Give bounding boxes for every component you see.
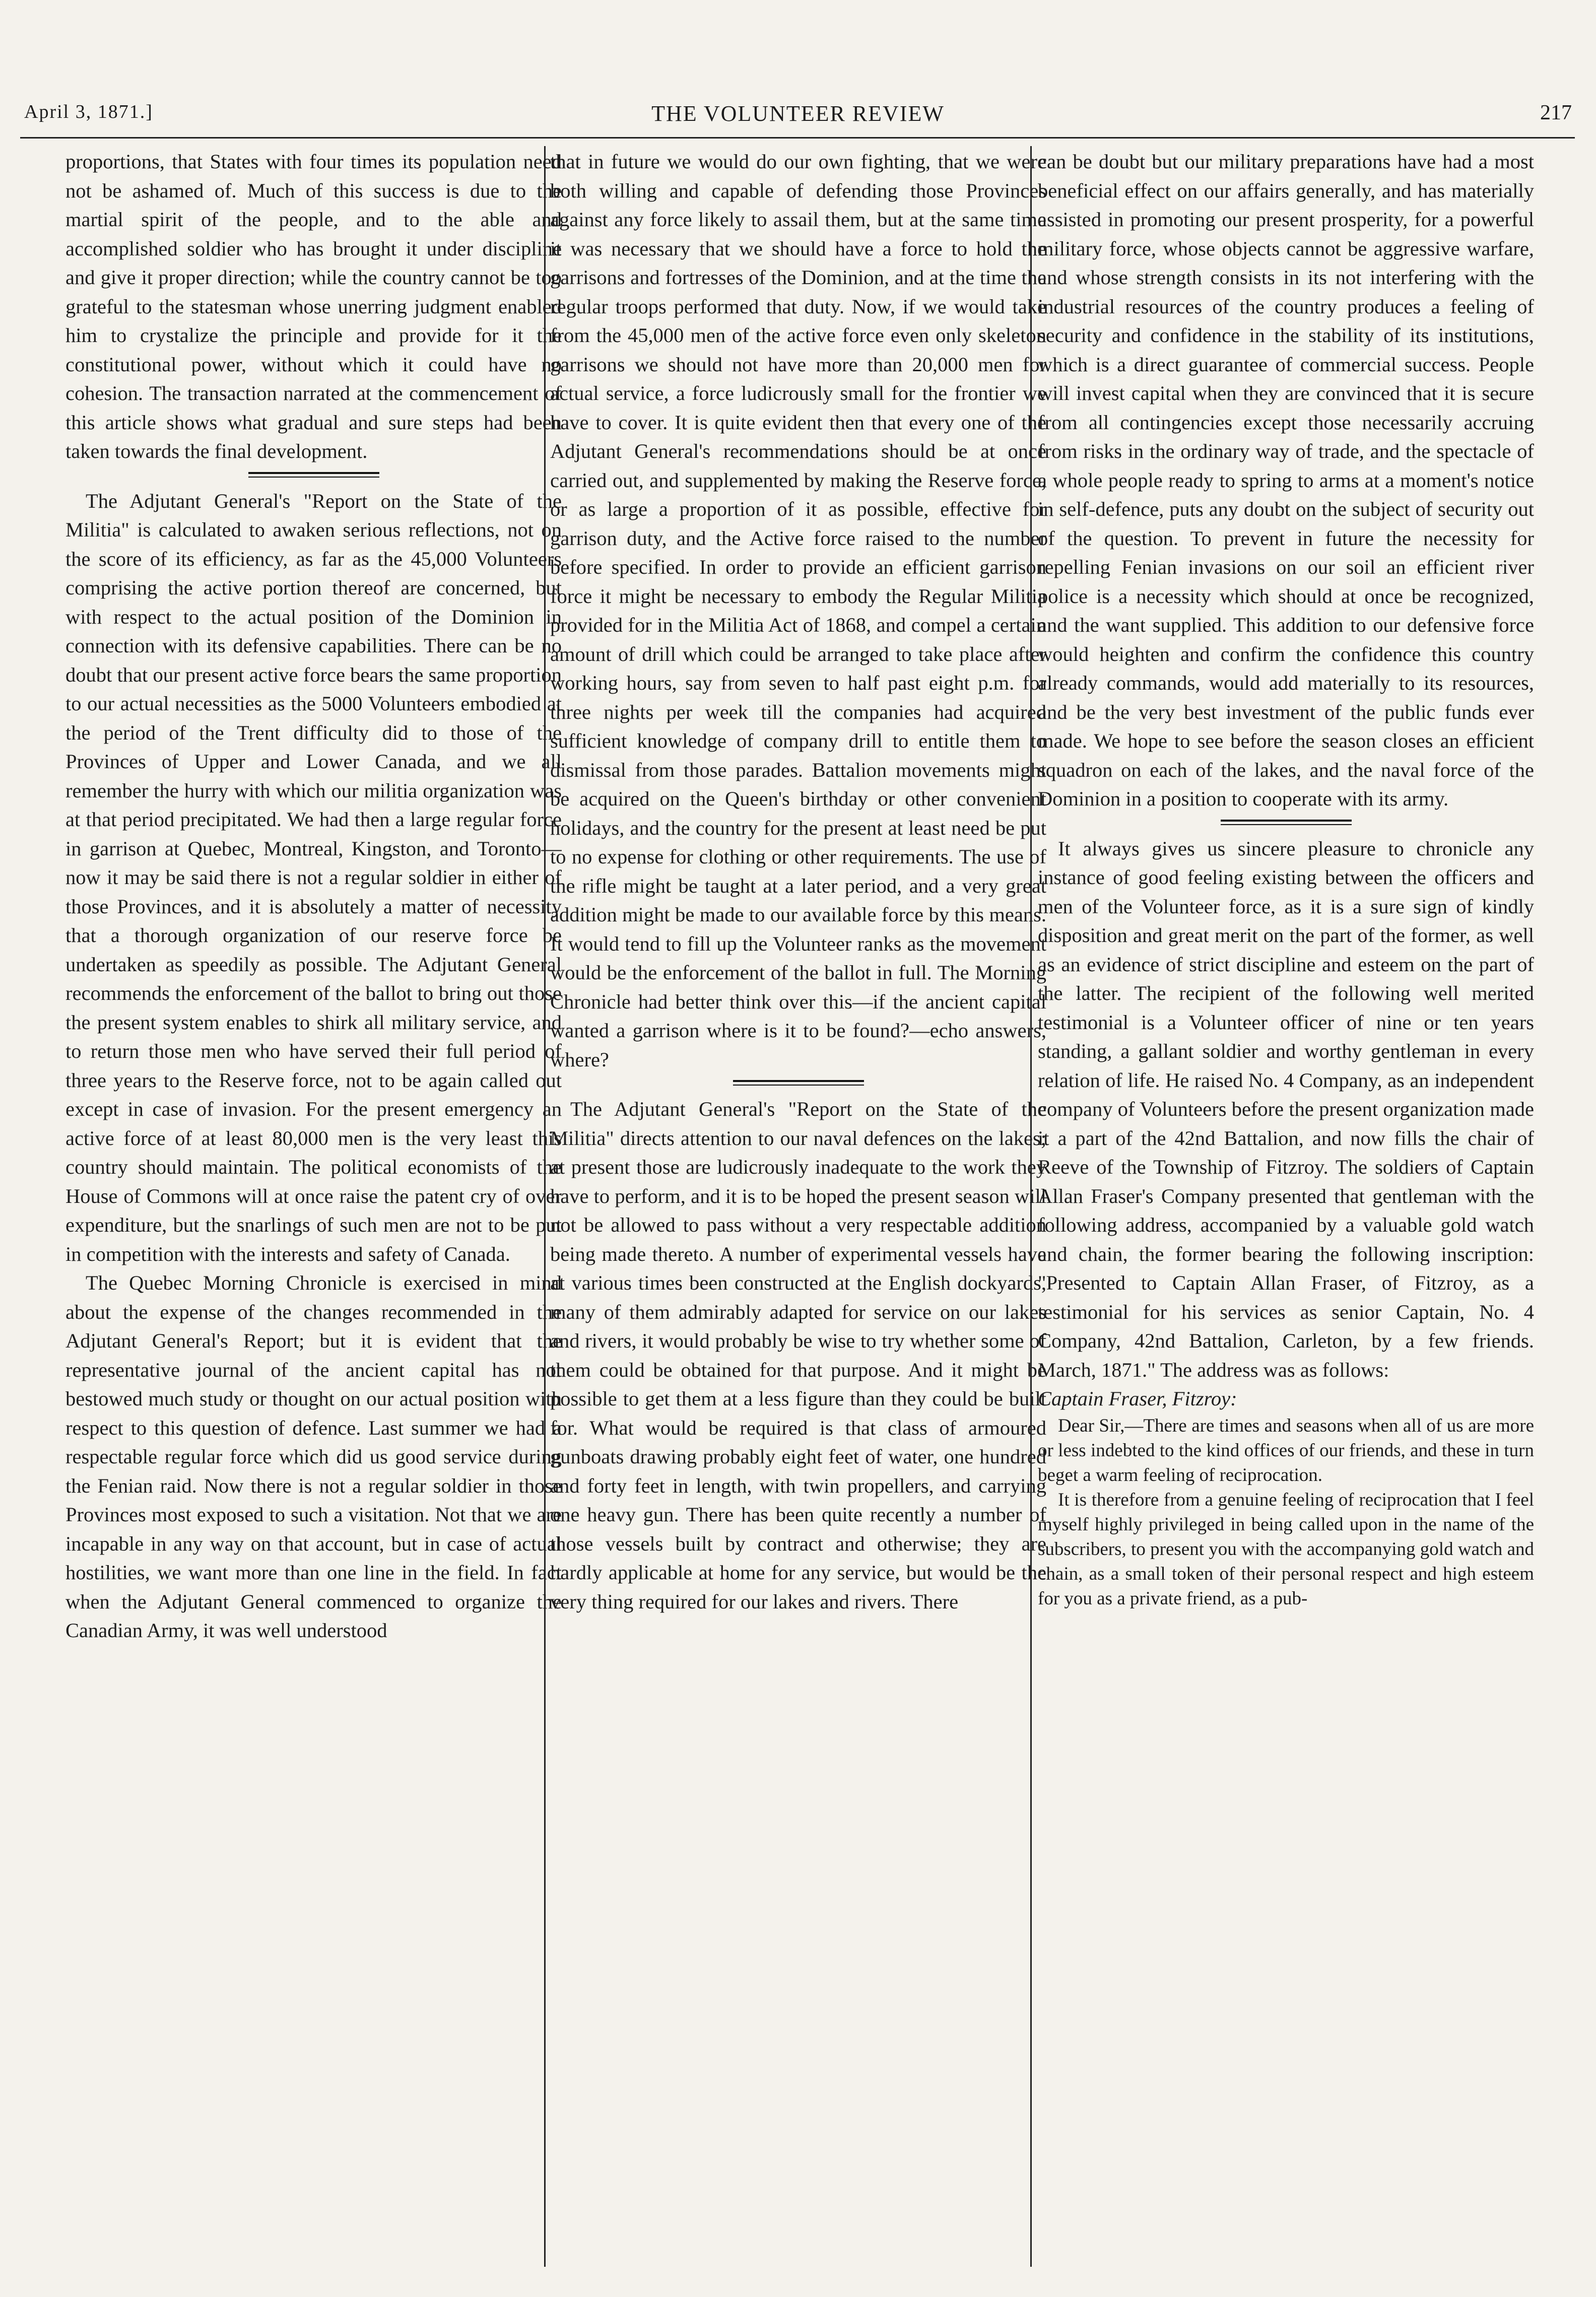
page-number: 217 — [1540, 101, 1572, 124]
letter-salutation: Captain Fraser, Fitzroy: — [1038, 1387, 1237, 1410]
paragraph: that in future we would do our own fighting, that we were both willing and capable of defending those Provinces against any force likely to assail them, but at the same time it was necessary that we should have a force to hold the garrisons and fortresses of the Dominion, and at the time the regular troops performed that duty. Now, if we would take from the 45,000 men of the active force even only skeleton garrisons we should not have more than 20,000 men for actual service, a force ludicrously small for the frontier we have to cover. It is quite evident then that every one of the Adjutant General's recommendations should be at once carried out, and supplemented by making the Reserve force, or as large a proportion of it as possible, effective for garrison duty, and the Active force raised to the number before specified. In order to provide an efficient garrison force it might be necessary to embody the Regular Militia provided for in the Militia Act of 1868, and compel a certain amount of drill which could be arranged to take place after working hours, say from seven to half past eight p.m. for three nights per week till the companies had acquired sufficient knowledge of company drill to entitle them to dismissal from those parades. Battalion movements might be acquired on the Queen's birthday or other convenient holidays, and the country for the present at least need be put to no expense for clothing or other requirements. The use of the rifle might be taught at a later period, and a very great addition might be made to our available force by this means. It would tend to fill up the Volunteer ranks as the movement would be the enforcement of the ballot in full. The Morning Chronicle had better think over this—if the ancient capital wanted a garrison where is it to be found?—echo answers, where? — [550, 150, 1046, 1071]
paragraph: The Adjutant General's "Report on the State of the Militia" directs attention to our naval defences on the lakes; at present those are ludicrously inadequate to the work they have to perform, and it is to be hoped the present season will not be allowed to pass without a very respectable addition being made thereto. A number of experimental vessels have at various times been constructed at the English dockyards, many of them admirably adapted for service on our lakes and rivers, it would probably be wise to try whether some of them could be obtained for that purpose. And it might be possible to get them at a less figure than they could be built for. What would be required is that class of armoured gunboats drawing probably eight feet of water, one hundred and forty feet in length, with twin propellers, and carrying one heavy gun. There has been quite recently a number of those vessels built by contract and otherwise; they are hardly applicable at home for any service, but would be the very thing required for our lakes and rivers. There — [550, 1098, 1046, 1613]
paragraph: can be doubt but our military preparations have had a most beneficial effect on our affairs generally, and has materially assisted in promoting our present prosperity, for a powerful military force, whose objects cannot be aggressive warfare, and whose strength consists in its not interfering with the industrial resources of the country produces a feeling of security and confidence in the stability of its institutions, which is a direct guarantee of commercial success. People will invest capital when they are convinced that it is secure from all contingencies except those necessarily accruing from risks in the ordinary way of trade, and the spectacle of a whole people ready to spring to arms at a moment's notice in self-defence, puts any doubt on the subject of security out of the question. To prevent in future the necessity for repelling Fenian invasions on our soil an efficient river police is a necessity which should at once be recognized, and the want supplied. This addition to our defensive force would heighten and confirm the confidence this country already commands, would add materially to its resources, and be the very best investment of the public funds ever made. We hope to see before the season closes an efficient squadron on each of the lakes, and the naval force of the Dominion in a position to cooperate with its army. — [1038, 150, 1534, 810]
publication-title: THE VOLUNTEER REVIEW — [651, 101, 945, 126]
section-separator — [733, 1080, 864, 1086]
issue-date: April 3, 1871.] — [24, 101, 153, 122]
column-1 — [65, 147, 562, 2260]
letter-paragraph: It is therefore from a genuine feeling of reciprocation that I feel myself highly privileged in being called upon in the name of the subscribers, to present you with the accompanying gold watch and chain, as a small token of their personal respect and high esteem for you as a private friend, as a pub- — [1038, 1489, 1534, 1609]
paragraph: It always gives us sincere pleasure to chronicle any instance of good feeling existing between the officers and men of the Volunteer force, as it is a sure sign of kindly disposition and great merit on the part of the former, as well as an evidence of strict discipline and esteem on the part of the latter. The recipient of the following well merited testimonial is a Volunteer officer of nine or ten years standing, a gallant soldier and worthy gentleman in every relation of life. He raised No. 4 Company, as an independent company of Volunteers before the present organization made it a part of the 42nd Battalion, and now fills the chair of Reeve of the Township of Fitzroy. The soldiers of Captain Allan Fraser's Company presented that gentleman with the following address, accompanied by a valuable gold watch and chain, the former bearing the following inscription: "Presented to Captain Allan Fraser, of Fitzroy, as a testimonial for his services as senior Captain, No. 4 Company, 42nd Battalion, Carleton, by a few friends. March, 1871." The address was as follows: — [1038, 837, 1534, 1381]
header-rule — [20, 137, 1575, 139]
column-2 — [550, 147, 1046, 2260]
letter-paragraph: Dear Sir,—There are times and seasons when all of us are more or less indebted to the kind offices of our friends, and these in turn beget a warm feeling of reciprocation. — [1038, 1415, 1534, 1485]
page-header — [24, 101, 1572, 136]
paragraph: proportions, that States with four times its population need not be ashamed of. Much of this success is due to the martial spirit of the people, and to the able and accomplished soldier who has brought it under discipline and give it proper direction; while the country cannot be too grateful to the statesman whose unerring judgment enabled him to crystalize the principle and provide for it the constitutional power, without which it could have no cohesion. The transaction narrated at the commencement of this article shows what gradual and sure steps had been taken towards the final development. — [65, 150, 562, 462]
section-separator — [1221, 820, 1352, 825]
section-separator — [248, 472, 379, 478]
column-3 — [1038, 147, 1534, 2260]
paragraph: The Adjutant General's "Report on the State of the Militia" is calculated to awaken serious reflections, not on the score of its efficiency, as far as the 45,000 Volunteers comprising the active portion thereof are concerned, but with respect to the actual position of the Dominion in connection with its defensive capabilities. There can be no doubt that our present active force bears the same proportion to our actual necessities as the 5000 Volunteers embodied at the period of the Trent difficulty did to those of the Provinces of Upper and Lower Canada, and we all remember the hurry with which our militia organization was at that period precipitated. We had then a large regular force in garrison at Quebec, Montreal, Kingston, and Toronto—now it may be said there is not a regular soldier in either of those Provinces, and it is absolutely a matter of necessity that a thorough organization of our reserve force be undertaken as speedily as possible. The Adjutant General recommends the enforcement of the ballot to bring out those the present system enables to shirk all military service, and to return those men who have served their full period of three years to the Reserve force, not to be again called out except in case of invasion. For the present emergency an active force of at least 80,000 men is the very least this country should maintain. The political economists of the House of Commons will at once raise the patent cry of over expenditure, but the snarlings of such men are not to be put in competition with the interests and safety of Canada. — [65, 489, 562, 1265]
paragraph: The Quebec Morning Chronicle is exercised in mind about the expense of the changes recommended in the Adjutant General's Report; but it is evident that the representative journal of the ancient capital has not bestowed much study or thought on our actual position with respect to this question of defence. Last summer we had a respectable regular force which did us good service during the Fenian raid. Now there is not a regular soldier in those Provinces most exposed to such a visitation. Not that we are incapable in any way on that account, but in case of actual hostilities, we want more than one line in the field. In fact when the Adjutant General commenced to organize the Canadian Army, it was well understood — [65, 1271, 562, 1642]
